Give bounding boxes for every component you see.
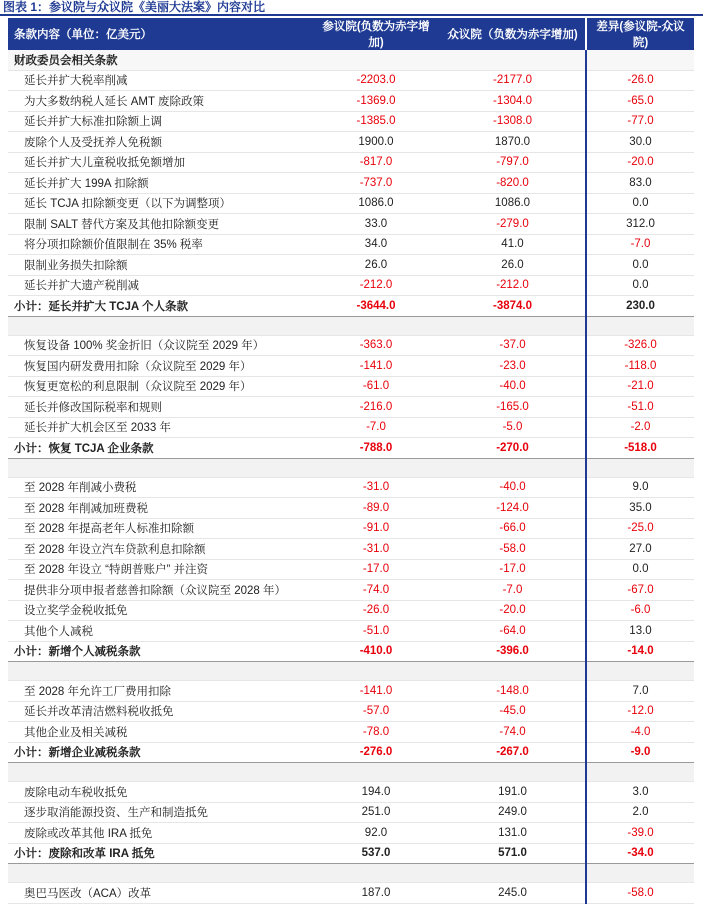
diff-value: 13.0 [586,621,694,642]
diff-value: -58.0 [586,883,694,904]
row-label: 小计：延长并扩大 TCJA 个人条款 [8,296,312,317]
senate-value: -74.0 [312,580,440,601]
table-row [8,275,694,296]
senate-value: -31.0 [312,539,440,560]
row-label: 其他企业及相关减税 [8,722,312,743]
row-label [8,458,312,477]
row-label: 延长并扩大遗产税削减 [8,275,312,296]
row-label: 小计：废除和改革 IRA 抵免 [8,843,312,864]
header-senate: 参议院(负数为赤字增加) [312,18,440,50]
diff-value: 30.0 [586,132,694,153]
row-label: 将分项扣除额价值限制在 35% 税率 [8,234,312,255]
subtotal-row [8,438,694,459]
house-value: 1870.0 [440,132,586,153]
row-label: 延长并扩大标准扣除额上调 [8,111,312,132]
senate-value: -91.0 [312,518,440,539]
house-value: -270.0 [440,438,586,459]
diff-value: -518.0 [586,438,694,459]
senate-value: 537.0 [312,843,440,864]
diff-value: -26.0 [586,70,694,91]
table-row [8,132,694,153]
diff-value: -51.0 [586,397,694,418]
diff-value [586,763,694,782]
row-label: 延长并修改国际税率和规则 [8,397,312,418]
row-label: 奥巴马医改（ACA）改革 [8,883,312,904]
row-label: 恢复更宽松的利息限制（众议院至 2029 年） [8,376,312,397]
table-row [8,91,694,112]
house-value [440,316,586,335]
diff-value: 9.0 [586,477,694,498]
table-row [8,539,694,560]
table-row [8,397,694,418]
table-row [8,255,694,276]
row-label: 至 2028 年提高老年人标准扣除额 [8,518,312,539]
row-label: 设立奖学金税收抵免 [8,600,312,621]
row-label: 至 2028 年设立汽车贷款利息扣除额 [8,539,312,560]
table-row [8,70,694,91]
senate-value: -141.0 [312,356,440,377]
diff-value: 2.0 [586,802,694,823]
diff-value: -2.0 [586,417,694,438]
house-value: -7.0 [440,580,586,601]
row-label: 恢复国内研发费用扣除（众议院至 2029 年） [8,356,312,377]
house-value: -58.0 [440,539,586,560]
senate-value: -7.0 [312,417,440,438]
diff-value: -326.0 [586,335,694,356]
house-value: -40.0 [440,376,586,397]
senate-value: 34.0 [312,234,440,255]
diff-value: 312.0 [586,214,694,235]
senate-value: -31.0 [312,477,440,498]
house-value: -37.0 [440,335,586,356]
section-header-row [8,50,694,70]
diff-value: -14.0 [586,641,694,662]
table-row [8,335,694,356]
diff-value: 0.0 [586,275,694,296]
table-row [8,681,694,702]
diff-value [586,316,694,335]
subtotal-row [8,843,694,864]
diff-value: -39.0 [586,823,694,844]
row-label: 至 2028 年削减加班费税 [8,498,312,519]
house-value: -212.0 [440,275,586,296]
senate-value: -276.0 [312,742,440,763]
senate-value: -61.0 [312,376,440,397]
diff-value: 3.0 [586,782,694,803]
diff-value: -118.0 [586,356,694,377]
house-value [440,864,586,883]
caption-divider [0,14,703,16]
row-label: 小计：新增个人减税条款 [8,641,312,662]
row-label: 延长并扩大税率削减 [8,70,312,91]
table-row [8,111,694,132]
senate-value [312,662,440,681]
row-label: 至 2028 年允许工厂费用扣除 [8,681,312,702]
comparison-table [8,18,694,904]
house-value: -17.0 [440,559,586,580]
row-label: 废除或改革其他 IRA 抵免 [8,823,312,844]
row-label: 限制业务损失扣除额 [8,255,312,276]
senate-value: -141.0 [312,681,440,702]
row-label: 小计：恢复 TCJA 企业条款 [8,438,312,459]
diff-value: -34.0 [586,843,694,864]
table-row [8,559,694,580]
table-row [8,600,694,621]
senate-value: -410.0 [312,641,440,662]
house-value [440,763,586,782]
table-row [8,214,694,235]
diff-value: -6.0 [586,600,694,621]
diff-value: -4.0 [586,722,694,743]
table-row [8,802,694,823]
house-value: 26.0 [440,255,586,276]
house-value: -2177.0 [440,70,586,91]
senate-value: -1369.0 [312,91,440,112]
senate-value: -737.0 [312,173,440,194]
senate-value: -78.0 [312,722,440,743]
house-value: -5.0 [440,417,586,438]
table-row [8,477,694,498]
table-row [8,193,694,214]
diff-value [586,50,694,70]
subtotal-row [8,742,694,763]
senate-value [312,763,440,782]
diff-value: -20.0 [586,152,694,173]
table-body [8,50,694,903]
senate-value: -817.0 [312,152,440,173]
figure-caption: 图表 1：参议院与众议院《美丽大法案》内容对比 [3,0,266,14]
row-label: 延长 TCJA 扣除额变更（以下为调整项） [8,193,312,214]
senate-value: -788.0 [312,438,440,459]
house-value [440,662,586,681]
diff-value: -12.0 [586,701,694,722]
spacer-row [8,458,694,477]
senate-value: 33.0 [312,214,440,235]
diff-value: -25.0 [586,518,694,539]
house-value: -267.0 [440,742,586,763]
senate-value: 92.0 [312,823,440,844]
house-value: -148.0 [440,681,586,702]
house-value: -396.0 [440,641,586,662]
senate-value: 26.0 [312,255,440,276]
senate-value [312,316,440,335]
table-row [8,823,694,844]
table-row [8,498,694,519]
row-label: 其他个人减税 [8,621,312,642]
table-row [8,883,694,904]
header-item: 条款内容（单位：亿美元） [8,18,312,50]
house-value: 191.0 [440,782,586,803]
house-value: 245.0 [440,883,586,904]
diff-value: -21.0 [586,376,694,397]
table-row [8,722,694,743]
senate-value: -89.0 [312,498,440,519]
senate-value [312,50,440,70]
senate-value: -1385.0 [312,111,440,132]
house-value: 1086.0 [440,193,586,214]
house-value: -124.0 [440,498,586,519]
house-value: 41.0 [440,234,586,255]
row-label: 提供非分项申报者慈善扣除额（众议院至 2028 年） [8,580,312,601]
subtotal-row [8,641,694,662]
senate-value: 194.0 [312,782,440,803]
table-row [8,234,694,255]
table-row [8,621,694,642]
diff-value: -65.0 [586,91,694,112]
house-value: -45.0 [440,701,586,722]
row-label: 恢复设备 100% 奖金折旧（众议院至 2029 年） [8,335,312,356]
diff-value: -7.0 [586,234,694,255]
senate-value: -363.0 [312,335,440,356]
diff-value [586,864,694,883]
row-label: 延长并改革清洁燃料税收抵免 [8,701,312,722]
diff-value: 27.0 [586,539,694,560]
house-value: 571.0 [440,843,586,864]
house-value: -279.0 [440,214,586,235]
row-label [8,662,312,681]
table-row [8,356,694,377]
row-label: 废除个人及受抚养人免税额 [8,132,312,153]
house-value: -820.0 [440,173,586,194]
row-label [8,864,312,883]
table-row [8,580,694,601]
table-row [8,376,694,397]
diff-value: -77.0 [586,111,694,132]
house-value: 249.0 [440,802,586,823]
house-value: -64.0 [440,621,586,642]
header-diff: 差异(参议院-众议院) [586,18,694,50]
row-label [8,763,312,782]
spacer-row [8,316,694,335]
house-value: -23.0 [440,356,586,377]
senate-value: -26.0 [312,600,440,621]
house-value: 131.0 [440,823,586,844]
senate-value [312,458,440,477]
table-row [8,782,694,803]
subtotal-row [8,296,694,317]
table-row [8,701,694,722]
header-house: 众议院（负数为赤字增加) [440,18,586,50]
spacer-row [8,864,694,883]
diff-value: 35.0 [586,498,694,519]
row-label: 延长并扩大儿童税收抵免额增加 [8,152,312,173]
row-label: 至 2028 年削减小费税 [8,477,312,498]
row-label: 延长并扩大 199A 扣除额 [8,173,312,194]
house-value: -40.0 [440,477,586,498]
diff-value: -9.0 [586,742,694,763]
diff-value: 0.0 [586,559,694,580]
senate-value [312,864,440,883]
house-value: -1308.0 [440,111,586,132]
diff-value: 0.0 [586,193,694,214]
spacer-row [8,763,694,782]
diff-value: 83.0 [586,173,694,194]
house-value: -20.0 [440,600,586,621]
house-value: -797.0 [440,152,586,173]
senate-value: 187.0 [312,883,440,904]
senate-value: -17.0 [312,559,440,580]
senate-value: -212.0 [312,275,440,296]
house-value: -1304.0 [440,91,586,112]
house-value: -74.0 [440,722,586,743]
senate-value: 1900.0 [312,132,440,153]
house-value [440,458,586,477]
spacer-row [8,662,694,681]
diff-value: -67.0 [586,580,694,601]
row-label: 逐步取消能源投资、生产和制造抵免 [8,802,312,823]
diff-value [586,458,694,477]
row-label: 延长并扩大机会区至 2033 年 [8,417,312,438]
senate-value: -3644.0 [312,296,440,317]
senate-value: -216.0 [312,397,440,418]
senate-value: 251.0 [312,802,440,823]
row-label: 限制 SALT 替代方案及其他扣除额变更 [8,214,312,235]
table-row [8,152,694,173]
row-label [8,316,312,335]
house-value [440,50,586,70]
senate-value: -2203.0 [312,70,440,91]
house-value: -3874.0 [440,296,586,317]
row-label: 废除电动车税收抵免 [8,782,312,803]
table-header-row [8,18,694,50]
diff-value: 0.0 [586,255,694,276]
house-value: -165.0 [440,397,586,418]
diff-value [586,662,694,681]
senate-value: 1086.0 [312,193,440,214]
senate-value: -51.0 [312,621,440,642]
table-row [8,518,694,539]
row-label: 财政委员会相关条款 [8,50,312,70]
table-row [8,173,694,194]
table-row [8,417,694,438]
senate-value: -57.0 [312,701,440,722]
diff-value: 7.0 [586,681,694,702]
row-label: 为大多数纳税人延长 AMT 废除政策 [8,91,312,112]
house-value: -66.0 [440,518,586,539]
row-label: 至 2028 年设立 “特朗普账户” 并注资 [8,559,312,580]
diff-value: 230.0 [586,296,694,317]
row-label: 小计：新增企业减税条款 [8,742,312,763]
